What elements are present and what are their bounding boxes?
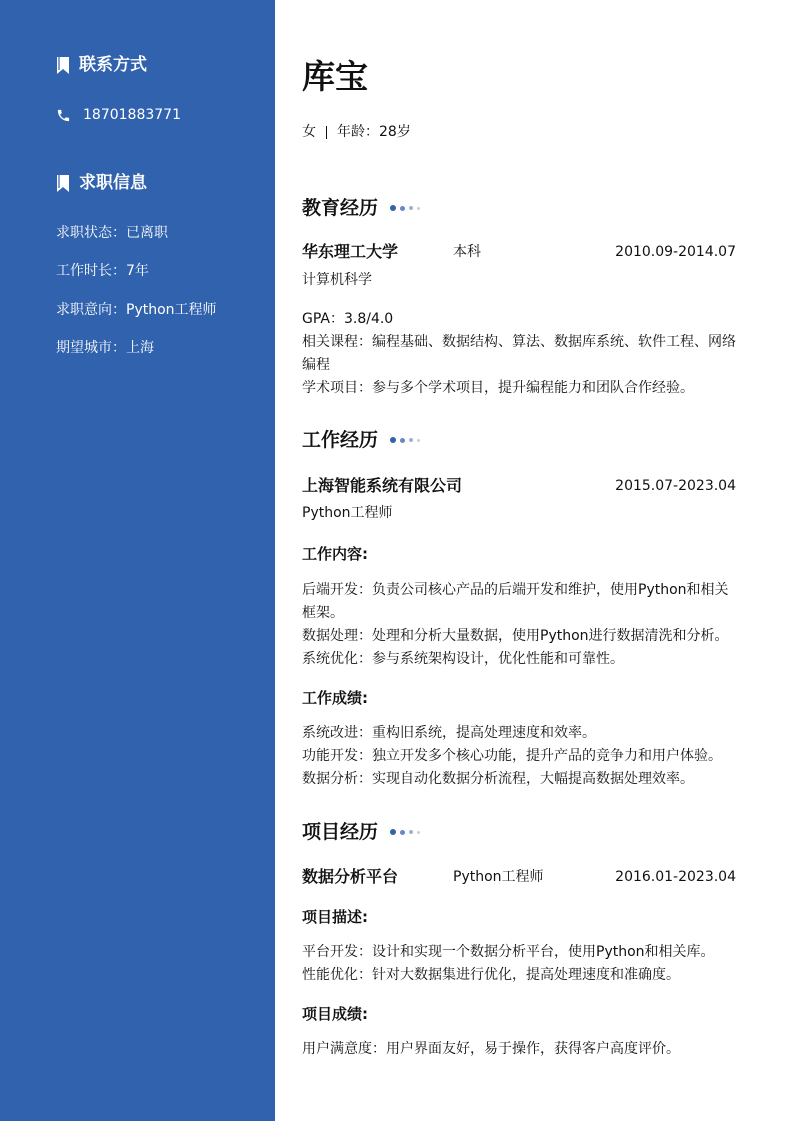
education-details [302,308,736,400]
age: 年龄：28岁 [337,124,411,140]
work-result-item: 系统改进：重构旧系统，提高处理速度和效率。 [302,725,596,741]
work-content-item: 后端开发：负责公司核心产品的后端开发和维护，使用Python和相关框架。 [302,582,729,621]
education-section-title [302,196,420,220]
project-result-item: 用户满意度：用户界面友好，易于操作，获得客户高度评价。 [302,1041,680,1057]
basic-info [302,123,411,141]
education-detail: GPA：3.8/4.0 [302,311,394,327]
school-name: 华东理工大学 [302,242,399,261]
phone-row [56,106,181,124]
education-detail: 学术项目：参与多个学术项目，提升编程能力和团队合作经验。 [302,380,694,396]
work-duration: 工作时长：7年 [56,263,149,279]
bookmark-icon [56,175,70,192]
work-results [302,722,736,791]
sidebar [0,0,275,1121]
education-title-label: 教育经历 [302,197,379,219]
degree: 本科 [453,244,481,260]
work-content-item: 系统优化：参与系统架构设计，优化性能和可靠性。 [302,651,624,667]
education-row [302,241,736,263]
project-results [302,1038,736,1061]
work-result-item: 功能开发：独立开发多个核心功能，提升产品的竞争力和用户体验。 [302,748,722,764]
work-role: Python工程师 [302,505,393,521]
work-content [302,579,736,671]
main-content [302,0,742,1121]
work-dates: 2015.07-2023.04 [615,478,736,494]
job-info-heading-label: 求职信息 [79,173,147,193]
phone-icon [56,108,71,123]
contact-heading-label: 联系方式 [79,55,147,75]
project-desc-item: 性能优化：针对大数据集进行优化，提高处理速度和准确度。 [302,967,680,983]
contact-heading [56,55,147,75]
decorative-dots [390,437,420,443]
bookmark-icon [56,57,70,74]
project-name: 数据分析平台 [302,867,399,886]
project-desc-item: 平台开发：设计和实现一个数据分析平台，使用Python和相关库。 [302,944,715,960]
project-role: Python工程师 [453,869,544,885]
major: 计算机科学 [302,272,372,288]
decorative-dots [390,205,420,211]
project-results-label: 项目成绩: [302,1005,368,1023]
project-section-title [302,820,420,844]
candidate-name: 库宝 [302,57,368,96]
work-section-title [302,428,420,452]
expected-city: 期望城市：上海 [56,340,154,356]
divider [326,126,327,139]
work-content-label: 工作内容: [302,545,368,563]
company-name: 上海智能系统有限公司 [302,476,463,495]
education-detail: 相关课程：编程基础、数据结构、算法、数据库系统、软件工程、网络编程 [302,334,736,373]
project-row [302,866,736,888]
work-result-item: 数据分析：实现自动化数据分析流程，大幅提高数据处理效率。 [302,771,694,787]
project-description [302,941,736,987]
project-dates: 2016.01-2023.04 [615,869,736,885]
gender: 女 [302,124,316,140]
phone-number: 18701883771 [83,107,181,123]
work-row [302,475,736,497]
project-title-label: 项目经历 [302,821,379,843]
education-dates: 2010.09-2014.07 [615,244,736,260]
job-intent: 求职意向：Python工程师 [56,302,217,318]
work-results-label: 工作成绩: [302,689,368,707]
decorative-dots [390,829,420,835]
work-title-label: 工作经历 [302,429,379,451]
job-status: 求职状态：已离职 [56,225,168,241]
work-content-item: 数据处理：处理和分析大量数据，使用Python进行数据清洗和分析。 [302,628,729,644]
job-info-heading [56,173,147,193]
project-desc-label: 项目描述: [302,908,368,926]
